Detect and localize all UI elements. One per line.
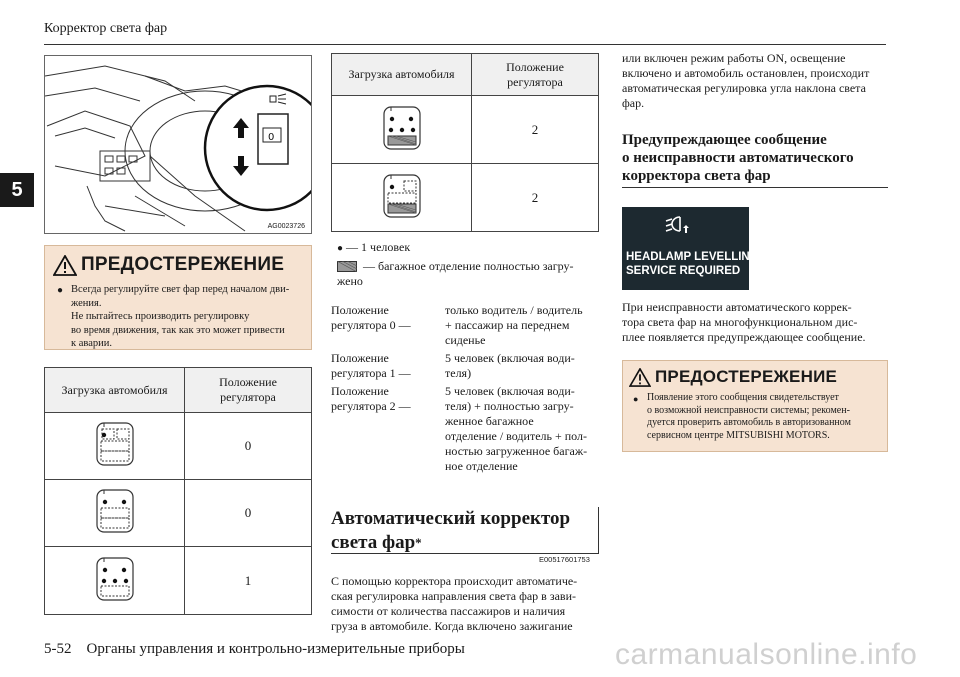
- table-header-position: Положение регулятора: [185, 368, 312, 413]
- position-value: 0: [185, 480, 312, 547]
- car-load-full-icon: [382, 105, 422, 151]
- warning-header: [629, 367, 837, 387]
- heading-rule-vertical: [598, 507, 599, 554]
- list-item: [331, 303, 599, 348]
- warning-triangle-icon: [53, 255, 77, 276]
- load-table-left: [44, 367, 312, 615]
- positions-list: [331, 303, 599, 474]
- table-header-load: Загрузка автомобиля: [332, 54, 472, 96]
- load-diagram-cell: [332, 96, 472, 164]
- position-value: 2: [472, 96, 599, 164]
- header-rule: [44, 44, 886, 45]
- page-footer: 5-52 Органы управления и контрольно-измерительные приборы: [44, 641, 465, 657]
- list-item: [331, 351, 599, 381]
- position-description: только водитель / водитель + пассажир на переднем сиденье: [445, 303, 583, 347]
- malfunction-paragraph: При неисправности автоматического коррек- тора света фар на многофункциональном дис- плее появляется предупреждающее сообщение.: [622, 300, 866, 344]
- multifunction-display-image: [622, 207, 749, 290]
- load-diagram-cell: [45, 413, 185, 480]
- legend-person: ● — 1 человек: [337, 240, 411, 254]
- car-load-driver-icon: [95, 421, 135, 467]
- position-value: 2: [472, 164, 599, 232]
- auto-corrector-paragraph: С помощью корректора происходит автоматиче- ская регулировка направления света фар в зави- симости от количества пассажиров и наличия груза в автомобиле. Когда включено зажигание: [331, 574, 578, 633]
- position-description: 5 человек (включая води- теля) + полностью загру- женное багажное отделение / водитель + пол- ностью загруженное багаж- ное отделение: [445, 384, 588, 473]
- load-diagram-cell: [332, 164, 472, 232]
- person-dot-icon: ●: [337, 243, 344, 254]
- position-description: 5 человек (включая води- теля): [445, 351, 575, 380]
- load-diagram-cell: [45, 547, 185, 615]
- warning-box-right: [622, 360, 888, 452]
- car-load-driver-passenger-icon: [95, 488, 135, 534]
- display-line-2: SERVICE REQUIRED: [626, 265, 741, 277]
- illustration-code: AG0023726: [267, 223, 305, 230]
- warning-header: [53, 254, 284, 276]
- dashboard-drawing: [45, 56, 312, 234]
- luggage-pattern-icon: [337, 261, 357, 272]
- list-item: [331, 384, 599, 474]
- page-header-title: Корректор света фар: [44, 21, 168, 36]
- load-table-mid: [331, 53, 599, 232]
- position-label: Положение регулятора 0 —: [331, 303, 411, 332]
- right-top-paragraph: или включен режим работы ON, освещение включено и автомобиль остановлен, происходит автоматическая регулировка угла наклона света фар.: [622, 51, 870, 110]
- section-code: E00517601753: [539, 555, 590, 564]
- position-label: Положение регулятора 1 —: [331, 351, 411, 380]
- warning-title: ПРЕДОСТЕРЕЖЕНИЕ: [81, 254, 285, 275]
- auto-corrector-heading: Автоматический корректор света фар*: [331, 508, 571, 553]
- bullet-dot: ●: [633, 394, 639, 404]
- position-value: 1: [185, 547, 312, 615]
- warning-triangle-icon: [629, 368, 651, 387]
- position-value: 0: [185, 413, 312, 480]
- car-load-driver-luggage-icon: [382, 173, 422, 219]
- heading-rule: [331, 553, 599, 554]
- table-header-position: Положение регулятора: [472, 54, 599, 96]
- bullet-dot: ●: [57, 285, 64, 296]
- watermark: carmanualsonline.info: [615, 638, 918, 671]
- car-load-five-people-icon: [95, 556, 135, 602]
- warning-box-left: [44, 245, 312, 350]
- warning-title: ПРЕДОСТЕРЕЖЕНИЕ: [655, 367, 838, 386]
- legend-luggage: — багажное отделение полностью загру- жено: [337, 259, 574, 288]
- malfunction-heading: Предупреждающее сообщение о неисправности автоматического корректора света фар: [622, 132, 854, 184]
- svg-text:0: 0: [268, 132, 275, 143]
- heading-rule: [622, 187, 888, 188]
- load-diagram-cell: [45, 480, 185, 547]
- warning-text: Всегда регулируйте свет фар перед началом дви- жения. Не пытайтесь производить регулировку во время движения, так как это может привести к аварии.: [71, 284, 290, 349]
- table-header-load: Загрузка автомобиля: [45, 368, 185, 413]
- position-label: Положение регулятора 2 —: [331, 384, 411, 413]
- display-line-1: HEADLAMP LEVELLING: [626, 251, 749, 263]
- display-svg: [622, 207, 749, 290]
- warning-text: Появление этого сообщения свидетельствует о возможной неисправности системы; рекомен- дуется проверить автомобиль в авторизованном сервисном центре MITSUBISHI MOTORS.: [647, 392, 851, 441]
- dashboard-illustration: [44, 55, 312, 234]
- chapter-tab: 5: [0, 173, 34, 207]
